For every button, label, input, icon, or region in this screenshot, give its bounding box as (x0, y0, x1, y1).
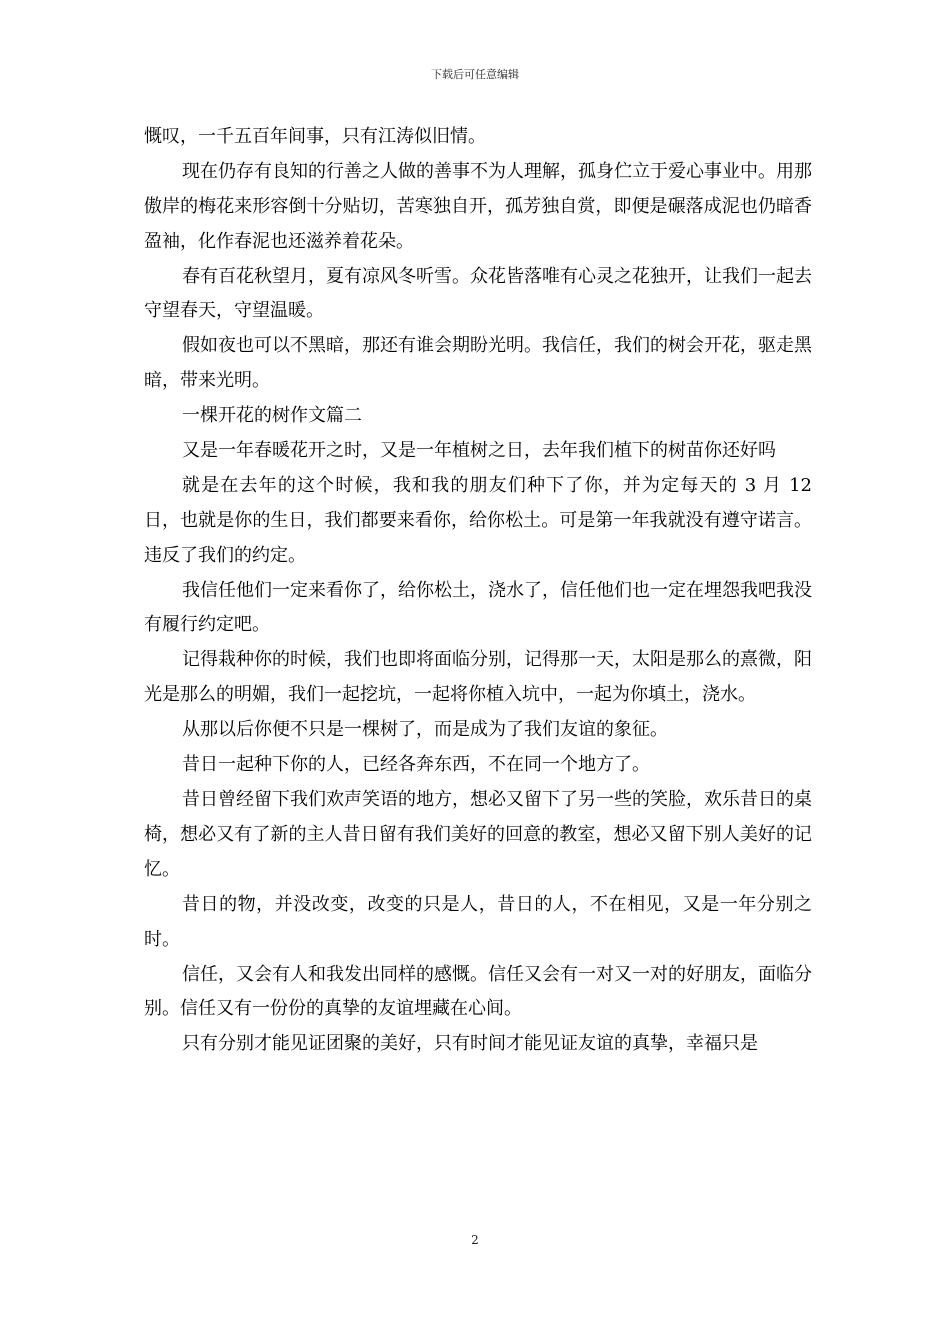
paragraph: 只有分别才能见证团聚的美好，只有时间才能见证友谊的真挚，幸福只是 (182, 1033, 758, 1055)
page-number: 2 (471, 1233, 479, 1247)
paragraph: 昔日曾经留下我们欢声笑语的地方，想必又留下了另一些的笑脸，欢乐昔日的桌椅，想必又有了新的主人昔日留有我们美好的回意的教室，想必又留下别人美好的记忆。 (144, 789, 812, 880)
section-heading: 一棵开花的树作文篇二 (182, 405, 362, 427)
paragraph: 现在仍存有良知的行善之人做的善事不为人理解，孤身伫立于爱心事业中。用那傲岸的梅花来形容倒十分贴切，苦寒独自开，孤芳独自赏，即便是碾落成泥也仍暗香盈袖，化作春泥也还滋养着花朵。 (144, 160, 812, 252)
paragraph: 就是在去年的这个时候，我和我的朋友们种下了你，并为定每天的 3 月 12 日，也就是你的生日，我们都要来看你，给你松土。可是第一年我就没有遵守诺言。违反了我们的约定。 (144, 475, 812, 566)
paragraph: 信任，又会有人和我发出同样的感慨。信任又会有一对又一对的好朋友，面临分别。信任又有一份份的真挚的友谊埋藏在心间。 (144, 963, 812, 1020)
body-text (144, 120, 812, 1062)
paragraph: 假如夜也可以不黑暗，那还有谁会期盼光明。我信任，我们的树会开花，驱走黑暗，带来光明。 (144, 335, 812, 392)
paragraph: 春有百花秋望月，夏有凉风冬听雪。众花皆落唯有心灵之花独开，让我们一起去守望春天，守望温暖。 (144, 265, 812, 322)
page-header: 下载后可任意编辑 (431, 68, 519, 81)
paragraph: 从那以后你便不只是一棵树了，而是成为了我们友谊的象征。 (182, 719, 668, 741)
paragraph: 昔日一起种下你的人，已经各奔东西，不在同一个地方了。 (182, 754, 650, 776)
paragraph: 记得栽种你的时候，我们也即将面临分别，记得那一天，太阳是那么的熹微，阳光是那么的明媚，我们一起挖坑，一起将你植入坑中，一起为你填土，浇水。 (144, 649, 812, 706)
paragraph: 我信任他们一定来看你了，给你松土，浇水了，信任他们也一定在埋怨我吧我没有履行约定吧。 (144, 579, 812, 636)
paragraph: 昔日的物，并没改变，改变的只是人，昔日的人，不在相见，又是一年分别之时。 (144, 893, 812, 950)
paragraph: 慨叹，一千五百年间事，只有江涛似旧情。 (144, 126, 486, 147)
paragraph: 又是一年春暖花开之时，又是一年植树之日，去年我们植下的树苗你还好吗 (182, 440, 776, 462)
